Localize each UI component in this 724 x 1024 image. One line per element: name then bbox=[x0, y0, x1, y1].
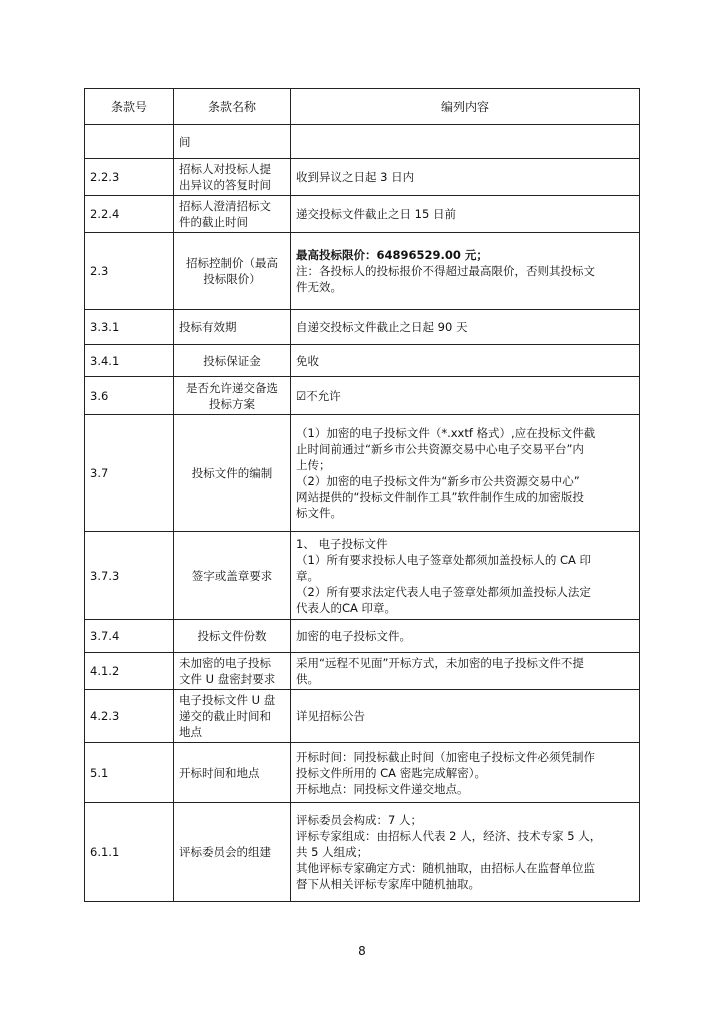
clause-content-line: 自递交投标文件截止之日起 90 天 bbox=[296, 320, 468, 334]
clause-name-line: 招标控制价（最高 bbox=[186, 256, 278, 270]
clause-name bbox=[174, 415, 291, 532]
table-row bbox=[85, 653, 640, 690]
clause-name-line: 招标人对投标人提 bbox=[179, 162, 271, 176]
clause-name bbox=[174, 159, 291, 196]
clause-name bbox=[174, 377, 291, 415]
clause-content-line: 免收 bbox=[296, 353, 319, 368]
clause-content bbox=[291, 159, 640, 196]
table-body bbox=[85, 125, 640, 902]
clause-number: 3.7 bbox=[85, 415, 174, 532]
clause-content-line: 供。 bbox=[296, 672, 319, 686]
clause-content-line: 网站提供的“投标文件制作工具”软件制作生成的加密版投 bbox=[296, 490, 584, 504]
clause-number: 5.1 bbox=[85, 743, 174, 803]
clause-name-line: 件的截止时间 bbox=[179, 215, 248, 229]
clause-content-line: 最高投标限价：64896529.00 元； bbox=[296, 248, 488, 262]
clause-content-line: （2）加密的电子投标文件为“新乡市公共资源交易中心” bbox=[296, 474, 580, 488]
clause-name-line: 未加密的电子投标 bbox=[179, 656, 271, 670]
clause-content-line: 章。 bbox=[296, 568, 319, 583]
clause-name-line: 地点 bbox=[179, 725, 202, 739]
clause-content-line: 件无效。 bbox=[296, 280, 342, 294]
clause-content-line: 评标委员会构成：7 人； bbox=[296, 813, 422, 827]
header-clause-number: 条款号 bbox=[85, 89, 174, 125]
clause-name bbox=[174, 690, 291, 743]
clause-name-line: 评标委员会的组建 bbox=[179, 845, 271, 859]
clause-content-line: 开标时间：同投标截止时间（加密电子投标文件必须凭制作 bbox=[296, 749, 595, 764]
clause-content-line: ☑不允许 bbox=[296, 388, 341, 403]
clause-number: 3.6 bbox=[85, 377, 174, 415]
clause-content-line: 共 5 人组成； bbox=[296, 845, 369, 859]
clause-content bbox=[291, 233, 640, 310]
table-row bbox=[85, 345, 640, 377]
clause-content-line: 其他评标专家确定方式：随机抽取，由招标人在监督单位监 bbox=[296, 861, 595, 875]
clause-content bbox=[291, 415, 640, 532]
table-row bbox=[85, 743, 640, 803]
clause-content bbox=[291, 345, 640, 377]
clause-name-line: 投标保证金 bbox=[203, 353, 261, 368]
clause-number: 2.3 bbox=[85, 233, 174, 310]
page-number: 8 bbox=[358, 944, 366, 958]
clause-content-line: 投标文件所用的 CA 密匙完成解密）。 bbox=[296, 765, 486, 780]
clause-name-line: 投标文件的编制 bbox=[191, 466, 273, 480]
clause-name bbox=[174, 233, 291, 310]
clause-content-line: （1）加密的电子投标文件（*.xxtf 格式）,应在投标文件截 bbox=[296, 426, 596, 440]
clause-name-line: 投标限价） bbox=[203, 272, 261, 286]
clause-content-line: 督下从相关评标专家库中随机抽取。 bbox=[296, 877, 480, 891]
clause-content bbox=[291, 690, 640, 743]
clause-number: 3.7.4 bbox=[85, 620, 174, 653]
table-row bbox=[85, 159, 640, 196]
clause-name-line: 投标文件份数 bbox=[197, 629, 267, 643]
clause-name bbox=[174, 196, 291, 233]
clause-table bbox=[84, 88, 640, 902]
clause-content bbox=[291, 125, 640, 159]
clause-number: 4.2.3 bbox=[85, 690, 174, 743]
table-row bbox=[85, 620, 640, 653]
clause-number: 6.1.1 bbox=[85, 803, 174, 902]
clause-name bbox=[174, 743, 291, 803]
table-row bbox=[85, 532, 640, 620]
clause-content-line: 1、 电子投标文件 bbox=[296, 536, 388, 551]
clause-name bbox=[174, 803, 291, 902]
clause-number: 2.2.3 bbox=[85, 159, 174, 196]
clause-name bbox=[174, 620, 291, 653]
table-row bbox=[85, 196, 640, 233]
clause-content bbox=[291, 803, 640, 902]
clause-number: 3.4.1 bbox=[85, 345, 174, 377]
table-row bbox=[85, 690, 640, 743]
clause-content-line: 评标专家组成：由招标人代表 2 人，经济、技术专家 5 人， bbox=[296, 829, 602, 843]
clause-content bbox=[291, 620, 640, 653]
clause-name-line: 开标时间和地点 bbox=[179, 765, 260, 780]
clause-content-line: 采用“远程不见面”开标方式，未加密的电子投标文件不提 bbox=[296, 656, 584, 670]
clause-content bbox=[291, 532, 640, 620]
clause-number: 4.1.2 bbox=[85, 653, 174, 690]
clause-name-line: 出异议的答复时间 bbox=[179, 178, 271, 192]
clause-name-line: 文件 U 盘密封要求 bbox=[179, 672, 276, 686]
header-content: 编列内容 bbox=[291, 89, 640, 125]
clause-name bbox=[174, 125, 291, 159]
clause-name-line: 递交的截止时间和 bbox=[179, 709, 271, 723]
clause-content-line: 递交投标文件截止之日 15 日前 bbox=[296, 207, 456, 221]
clause-name-line: 电子投标文件 U 盘 bbox=[179, 693, 276, 707]
clause-name-line: 投标方案 bbox=[209, 396, 255, 411]
clause-content-line: 代表人的CA 印章。 bbox=[296, 600, 397, 615]
table-row bbox=[85, 125, 640, 159]
clause-content-line: 止时间前通过“新乡市公共资源交易中心电子交易平台”内 bbox=[296, 442, 584, 456]
clause-name bbox=[174, 532, 291, 620]
clause-content bbox=[291, 310, 640, 345]
clause-number bbox=[85, 125, 174, 159]
clause-number: 3.3.1 bbox=[85, 310, 174, 345]
clause-name bbox=[174, 653, 291, 690]
clause-name-line: 是否允许递交备选 bbox=[186, 380, 278, 395]
table-row bbox=[85, 233, 640, 310]
header-clause-name: 条款名称 bbox=[174, 89, 291, 125]
table-row bbox=[85, 803, 640, 902]
table-header-row bbox=[85, 89, 640, 125]
table-row bbox=[85, 310, 640, 345]
table-row bbox=[85, 415, 640, 532]
clause-content bbox=[291, 377, 640, 415]
clause-content-line: （2）所有要求法定代表人电子签章处都须加盖投标人法定 bbox=[296, 584, 591, 599]
table-row bbox=[85, 377, 640, 415]
clause-number: 2.2.4 bbox=[85, 196, 174, 233]
clause-content-line: 标文件。 bbox=[296, 506, 342, 520]
clause-name-line: 签字或盖章要求 bbox=[191, 568, 273, 583]
clause-content-line: 开标地点：同投标文件递交地点。 bbox=[296, 781, 469, 796]
clause-content-line: 加密的电子投标文件。 bbox=[296, 629, 411, 643]
clause-content-line: 上传； bbox=[296, 458, 331, 472]
clause-content bbox=[291, 653, 640, 690]
clause-content-line: 详见招标公告 bbox=[296, 709, 365, 723]
clause-name-line: 招标人澄清招标文 bbox=[179, 199, 271, 213]
clause-content-line: （1）所有要求投标人电子签章处都须加盖投标人的 CA 印 bbox=[296, 552, 592, 567]
clause-content bbox=[291, 743, 640, 803]
clause-number: 3.7.3 bbox=[85, 532, 174, 620]
clause-name bbox=[174, 310, 291, 345]
clause-name bbox=[174, 345, 291, 377]
clause-name-line: 投标有效期 bbox=[179, 320, 237, 334]
clause-content bbox=[291, 196, 640, 233]
clause-content-line: 注：各投标人的投标报价不得超过最高限价，否则其投标文 bbox=[296, 264, 595, 278]
clause-name-line: 间 bbox=[179, 134, 191, 149]
clause-content-line: 收到异议之日起 3 日内 bbox=[296, 170, 415, 184]
